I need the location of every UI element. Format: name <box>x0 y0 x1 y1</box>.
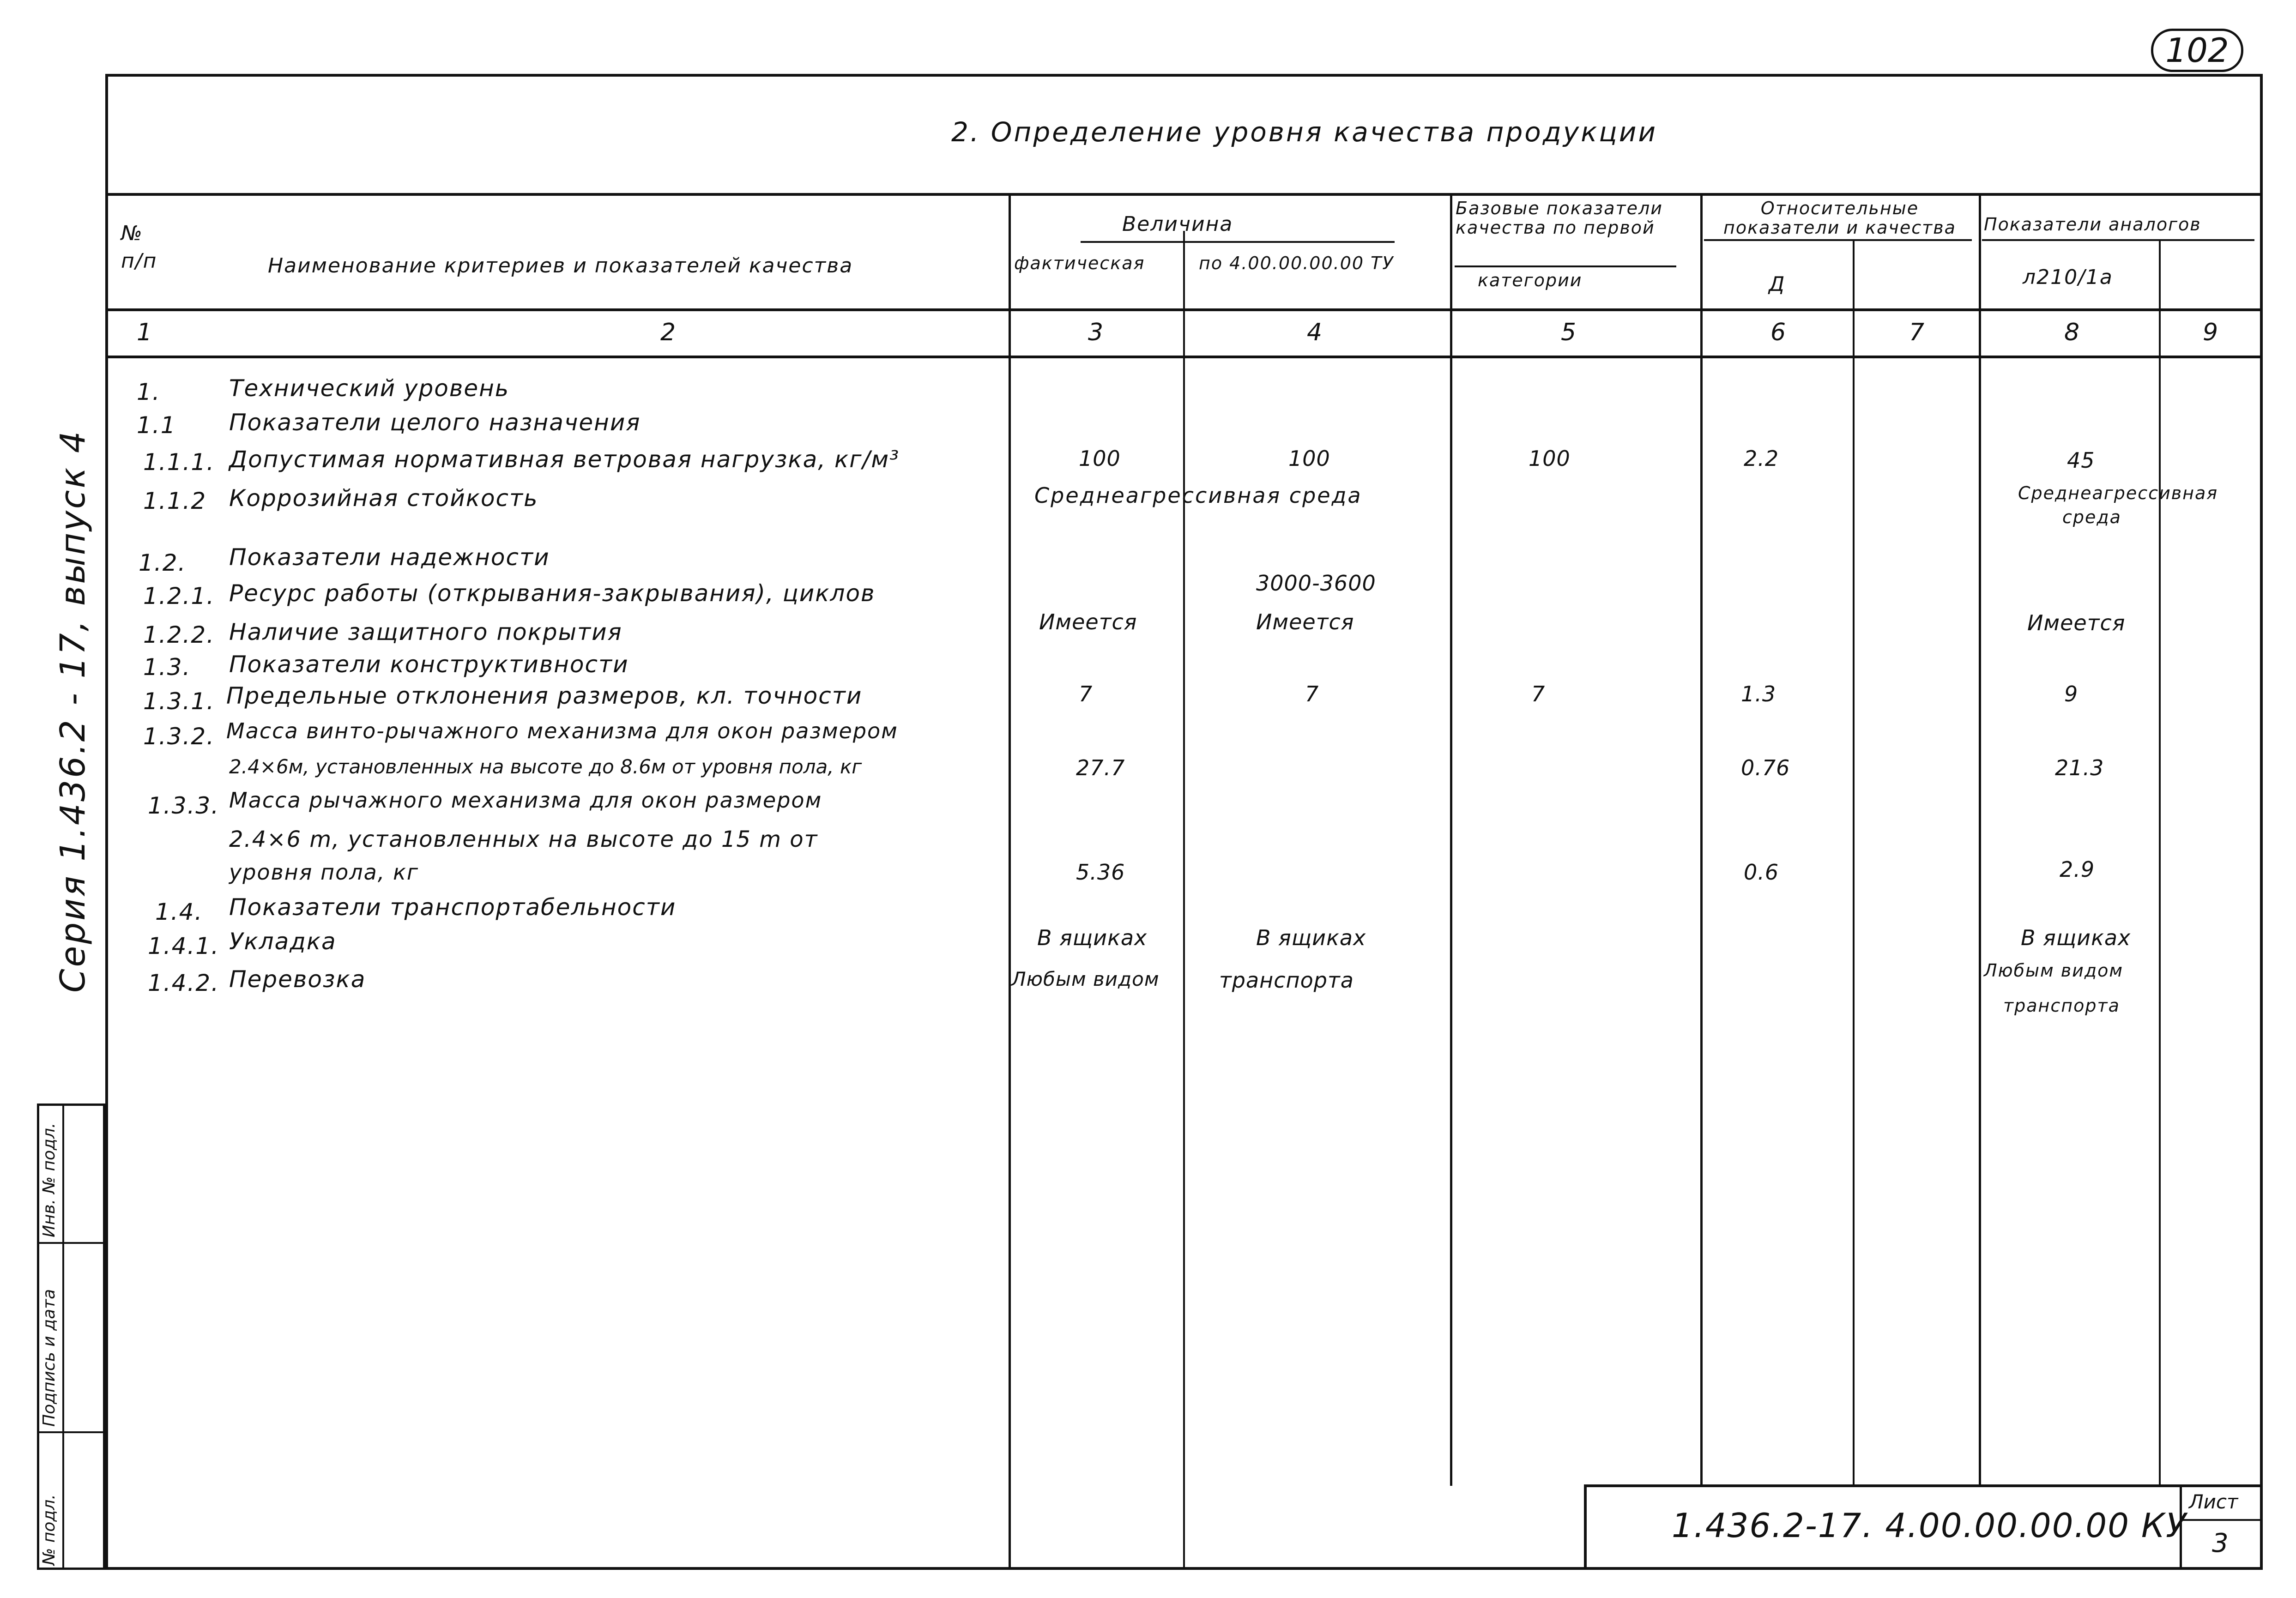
row-num: 1.4. <box>155 898 203 925</box>
sheet-label: Лист <box>2189 1490 2238 1513</box>
page-title: 2. Определение уровня качества продукции <box>951 116 1658 148</box>
row-name-2: 2.4×6 m, установленных на высоте до 15 m от <box>229 826 818 852</box>
cell-merged: Среднеагрессивная среда <box>1034 483 1362 508</box>
col-divider <box>1009 193 1011 1570</box>
row-num: 1.3.3. <box>148 792 220 819</box>
row-num: 1.2. <box>139 549 187 576</box>
cell-tu: 7 <box>1305 681 1319 706</box>
col-divider <box>1979 193 1981 1486</box>
cell-actual: Любым видом <box>1011 968 1160 990</box>
row-num: 1.4.2. <box>148 970 220 996</box>
col-number: 4 <box>1307 319 1323 346</box>
cell-tu: транспорта <box>1219 968 1354 993</box>
series-label: Серия 1.436.2 - 17, выпуск 4 <box>53 429 93 993</box>
cell-analog: В ящиках <box>2021 925 2131 950</box>
row-name: Показатели целого назначения <box>229 409 641 436</box>
row-name: Масса рычажного механизма для окон размером <box>229 788 822 813</box>
cell-actual: 27.7 <box>1076 755 1125 780</box>
sheet-number-text: 102 <box>2165 31 2229 70</box>
row-name: Показатели транспортабельности <box>229 894 677 921</box>
cell-analog-2: транспорта <box>2003 995 2120 1016</box>
row-name: Предельные отклонения размеров, кл. точности <box>226 682 863 709</box>
row-num: 1.2.2. <box>143 621 215 648</box>
cell-analog: Любым видом <box>1984 960 2124 981</box>
header-rel-group: Относительные показатели и качества <box>1723 198 1956 238</box>
cell-actual: В ящиках <box>1037 925 1148 950</box>
row-num: 1.2.1. <box>143 583 215 609</box>
row-name-3: уровня пола, кг <box>229 860 419 885</box>
row-num: 1.3.1. <box>143 688 215 715</box>
row-num: 1.1.1. <box>143 449 215 476</box>
row-num: 1.3.2. <box>143 723 215 750</box>
stamp-label-sign: Подпись и дата <box>40 1289 59 1427</box>
stamp-label-inv: Инв. № подл. <box>40 1122 59 1237</box>
row-name: Показатели конструктивности <box>229 651 629 678</box>
header-analog-group: Показатели аналогов <box>1984 214 2201 235</box>
row-num: 1.3. <box>143 654 191 681</box>
cell-analog: Имеется <box>2027 610 2126 635</box>
header-value-group: Величина <box>1122 212 1233 236</box>
cell-analog: 45 <box>2067 448 2095 473</box>
cell-tu: 100 <box>1288 446 1330 471</box>
col-number: 6 <box>1770 319 1786 346</box>
col-number: 9 <box>2203 319 2218 346</box>
col-number: 2 <box>660 319 676 346</box>
cell-actual: Имеется <box>1039 609 1137 634</box>
title-divider <box>105 193 2263 196</box>
header-num: № п/п <box>121 222 157 273</box>
row-name: Технический уровень <box>229 375 510 402</box>
cell-tu: В ящиках <box>1256 925 1366 950</box>
col-divider <box>1853 240 1855 1487</box>
header-base-sub: категории <box>1478 270 1583 290</box>
col-number: 5 <box>1561 319 1577 346</box>
header-tu: по 4.00.00.00.00 ТУ <box>1199 253 1394 273</box>
row-num: 1.1.2 <box>143 488 207 514</box>
cell-actual: 5.36 <box>1076 860 1125 885</box>
row-name: Перевозка <box>229 966 366 993</box>
header-base: Базовые показатели качества по первой <box>1456 198 1663 238</box>
stamp-cell-divider <box>37 1431 105 1433</box>
cell-tu: 3000-3600 <box>1256 571 1376 596</box>
col-divider <box>1183 231 1185 1570</box>
col-divider <box>1450 193 1452 1486</box>
col-number: 7 <box>1909 319 1925 346</box>
row-num: 1.4.1. <box>148 933 220 959</box>
col-divider <box>1700 193 1703 1486</box>
stamp-cell-divider <box>37 1242 105 1244</box>
sheet-number <box>2151 29 2243 72</box>
cell-analog: Среднеагрессивная <box>2018 483 2218 503</box>
group-underline <box>1704 239 1972 241</box>
cell-analog: 21.3 <box>2055 755 2104 780</box>
stamp-label-orig: № подл. <box>40 1494 59 1565</box>
cell-tu: Имеется <box>1256 609 1354 634</box>
stamp-column-divider <box>62 1104 64 1570</box>
row-name: Укладка <box>229 928 337 955</box>
cell-base: 7 <box>1531 681 1546 706</box>
cell-actual: 7 <box>1079 681 1093 706</box>
cell-actual: 100 <box>1079 446 1121 471</box>
row-name: Коррозийная стойкость <box>229 485 538 512</box>
row-num: 1. <box>137 379 161 405</box>
header-name: Наименование критериев и показателей качества <box>268 254 853 277</box>
row-name: Показатели надежности <box>229 544 550 571</box>
header-rel-d: Д <box>1769 272 1786 296</box>
cell-d: 2.2 <box>1744 446 1779 471</box>
cell-d: 1.3 <box>1741 681 1776 706</box>
col-number: 1 <box>137 319 152 346</box>
col-number: 3 <box>1088 319 1104 346</box>
sheet-value: 3 <box>2212 1528 2229 1558</box>
col-number: 8 <box>2064 319 2080 346</box>
group-underline <box>1081 241 1395 243</box>
cell-analog-2: среда <box>2062 507 2121 527</box>
cell-base: 100 <box>1529 446 1571 471</box>
header-analog-model: л210/1а <box>2023 265 2113 289</box>
cell-d: 0.6 <box>1744 860 1779 885</box>
row-name: Допустимая нормативная ветровая нагрузка, кг/м³ <box>229 446 900 473</box>
group-underline <box>1455 265 1676 267</box>
document-designation: 1.436.2-17. 4.00.00.00.00 КУ <box>1672 1506 2187 1545</box>
cell-analog: 2.9 <box>2060 857 2095 882</box>
row-num: 1.1 <box>137 412 176 439</box>
row-name-2: 2.4×6м, установленных на высоте до 8.6м от уровня пола, кг <box>229 755 862 778</box>
col-divider <box>2159 240 2161 1487</box>
group-underline <box>1982 239 2254 241</box>
cell-d: 0.76 <box>1741 755 1790 780</box>
cell-analog: 9 <box>2064 681 2078 706</box>
header-actual: фактическая <box>1014 253 1145 273</box>
row-name: Ресурс работы (открывания-закрывания), циклов <box>229 580 876 607</box>
title-block-divider <box>2180 1519 2263 1521</box>
row-name: Масса винто-рычажного механизма для окон размером <box>226 718 898 743</box>
row-name: Наличие защитного покрытия <box>229 619 622 645</box>
